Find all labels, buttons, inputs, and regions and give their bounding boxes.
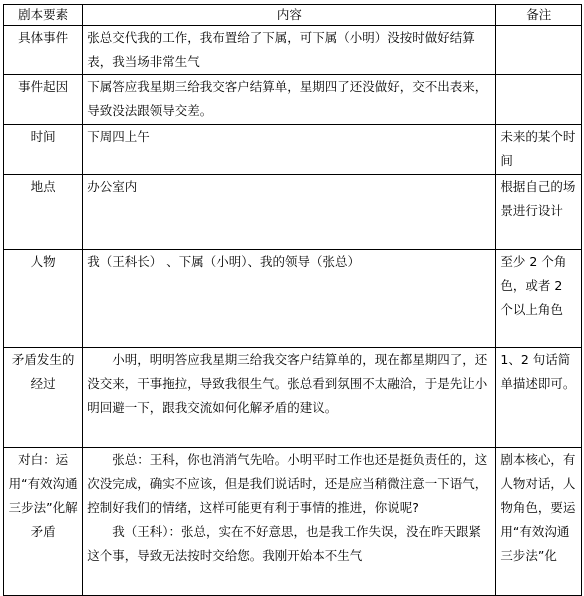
table-header-row: [4, 5, 582, 26]
row-content: [83, 448, 496, 596]
row-element: 对白：运用“有效沟通三步法”化解矛盾: [4, 448, 83, 596]
row-note: 未来的某个时间: [496, 125, 582, 175]
table-row: [4, 26, 582, 75]
dialogue-paragraph: 张总：王科，你也消消气先哈。小明平时工作也还是挺负责任的，这次没完成，确实不应该，但是我们说话时，还是应当稍微注意一下语气，控制好我们的情绪，这样可能更有利于事情的推进，你说呢?: [87, 452, 488, 515]
row-element: 具体事件: [4, 26, 83, 75]
row-note: 根据自己的场景进行设计: [496, 175, 582, 250]
header-content: 内容: [83, 5, 496, 26]
row-content: 我（王科长） 、下属（小明）、我的领导（张总）: [83, 250, 496, 348]
row-note: 剧本核心，有人物对话，人物角色，要运用“有效沟通三步法”化: [496, 448, 582, 596]
table-row: [4, 175, 582, 250]
table-row: [4, 448, 582, 596]
row-note: 1、2 句话简单描述即可。: [496, 348, 582, 448]
table-row: [4, 250, 582, 348]
row-content: 下周四上午: [83, 125, 496, 175]
row-element: 地点: [4, 175, 83, 250]
row-element: 时间: [4, 125, 83, 175]
row-element: 事件起因: [4, 75, 83, 125]
table-row: [4, 348, 582, 448]
row-note: [496, 26, 582, 75]
row-note: [496, 75, 582, 125]
dialogue-paragraph: 我（王科）：张总，实在不好意思，也是我工作失误，没在昨天跟紧这个事，导致无法按时交给您。我刚开始本不生气: [87, 524, 482, 563]
row-element: 人物: [4, 250, 83, 348]
row-content: [83, 348, 496, 448]
table-row: [4, 75, 582, 125]
header-note: 备注: [496, 5, 582, 26]
row-content: 张总交代我的工作，我布置给了下属，可下属（小明）没按时做好结算表，我当场非常生气: [83, 26, 496, 75]
row-content-paragraph: 小明，明明答应我星期三给我交客户结算单的，现在都星期四了，还没交来，干事拖拉，导致我很生气。张总看到氛围不太融洽，于是先让小明回避一下，跟我交流如何化解矛盾的建议。: [87, 352, 488, 415]
row-note: 至少 2 个角色，或者 2 个以上角色: [496, 250, 582, 348]
row-content: 办公室内: [83, 175, 496, 250]
header-element: 剧本要素: [4, 5, 83, 26]
row-element: 矛盾发生的经过: [4, 348, 83, 448]
script-elements-table: [3, 4, 582, 596]
table-row: [4, 125, 582, 175]
row-content: 下属答应我星期三给我交客户结算单，星期四了还没做好，交不出表来，导致没法跟领导交差。: [83, 75, 496, 125]
